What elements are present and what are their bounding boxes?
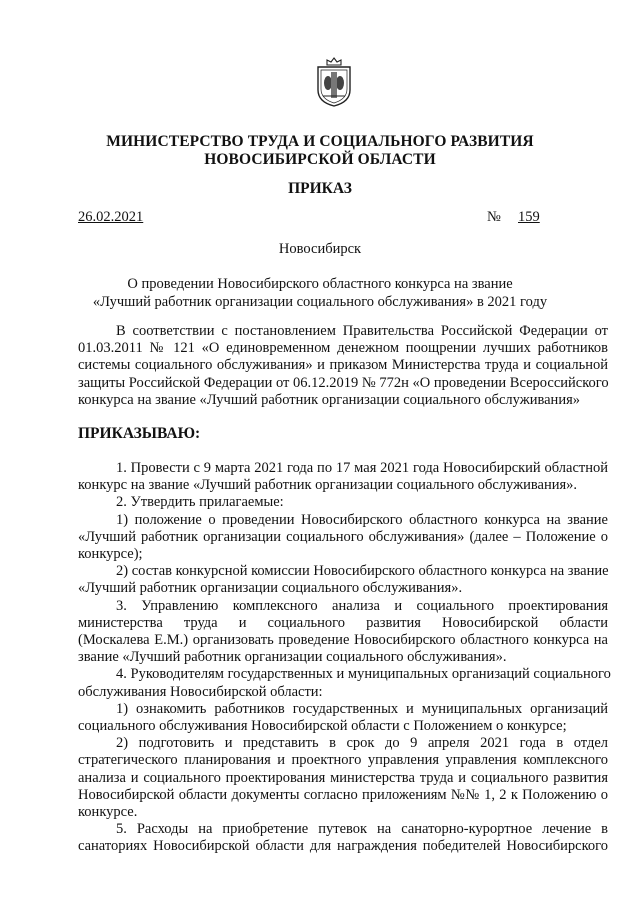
- ministry-name: [0, 133, 640, 169]
- city: Новосибирск: [278, 241, 362, 257]
- item-line: 4. Руководителям государственных и муниципальных организаций социального: [116, 666, 611, 683]
- order-date: 26.02.2021: [78, 209, 144, 225]
- preamble-line: В соответствии с постановлением Правительства Российской Федерации от: [116, 323, 608, 339]
- item-line: Новосибирской области документы согласно приложениям №№ 1, 2 к Положению о: [78, 786, 608, 803]
- preamble-line: защиты Российской Федерации от 06.12.2019 № 772н «О проведении Всероссийского: [78, 374, 609, 391]
- item-line: 3. Управлению комплексного анализа и социального проектирования: [116, 597, 608, 614]
- item-line: 1) ознакомить работников государственных и муниципальных организаций: [116, 700, 608, 717]
- preamble-line: системы социального обслуживания» и приказом Министерства труда и социальной: [78, 357, 608, 374]
- ministry-line-1: МИНИСТЕРСТВО ТРУДА И СОЦИАЛЬНОГО РАЗВИТИЯ: [106, 133, 534, 150]
- item-line: 2) состав конкурсной комиссии Новосибирского областного конкурса на звание: [116, 563, 609, 580]
- item-line: 5. Расходы на приобретение путевок на санаторно-курортное лечение в: [116, 821, 608, 838]
- item-line: «Лучший работник организации социального обслуживания».: [78, 580, 463, 597]
- item-line: конкурсе);: [78, 546, 143, 563]
- item-line: санаториях Новосибирской области для награждения победителей Новосибирского: [78, 838, 608, 855]
- item-line: 2. Утвердить прилагаемые:: [116, 494, 284, 511]
- item-line: 1) положение о проведении Новосибирского областного конкурса на звание: [116, 511, 608, 528]
- document-type: ПРИКАЗ: [288, 180, 352, 197]
- item-line: звание «Лучший работник организации социального обслуживания».: [78, 649, 507, 666]
- item-line: 1. Провести с 9 марта 2021 года по 17 мая 2021 года Новосибирский областной: [116, 460, 608, 476]
- order-directive-word: ПРИКАЗЫВАЮ:: [78, 425, 201, 442]
- item-line: (Москалева Е.М.) организовать проведение Новосибирского областного конкурса на: [78, 632, 608, 649]
- item-line: социального обслуживания Новосибирской области с Положением о конкурсе;: [78, 718, 567, 735]
- item-line: конкурс на звание «Лучший работник организации социального обслуживания».: [78, 477, 578, 494]
- coat-of-arms-icon: [314, 56, 354, 108]
- preamble-line: конкурса на звание «Лучший работник организации социального обслуживания»: [78, 391, 580, 408]
- order-subject: [0, 275, 640, 311]
- item-line: обслуживания Новосибирской области:: [78, 683, 323, 700]
- item-line: министерства труда и социального развития Новосибирской области: [78, 614, 608, 631]
- subject-line-2: «Лучший работник организации социального обслуживания» в 2021 году: [92, 294, 548, 310]
- order-number-label: №: [487, 209, 501, 225]
- item-line: 2) подготовить и представить в срок до 9 апреля 2021 года в отдел: [116, 735, 608, 752]
- preamble: [78, 323, 608, 409]
- order-number: 159: [518, 209, 540, 225]
- item-line: анализа и социального проектирования министерства труда и социального развития: [78, 769, 608, 786]
- item-line: стратегического планирования и проектного управления управления комплексного: [78, 752, 608, 769]
- order-items: [78, 460, 611, 856]
- item-line: «Лучший работник организации социального обслуживания» (далее – Положение о: [78, 528, 608, 545]
- subject-line-1: О проведении Новосибирского областного конкурса на звание: [127, 276, 513, 292]
- preamble-line: 01.03.2011 № 121 «О единовременном денежном поощрении лучших работников: [78, 340, 608, 357]
- ministry-line-2: НОВОСИБИРСКОЙ ОБЛАСТИ: [204, 151, 436, 168]
- item-line: конкурсе.: [78, 804, 138, 821]
